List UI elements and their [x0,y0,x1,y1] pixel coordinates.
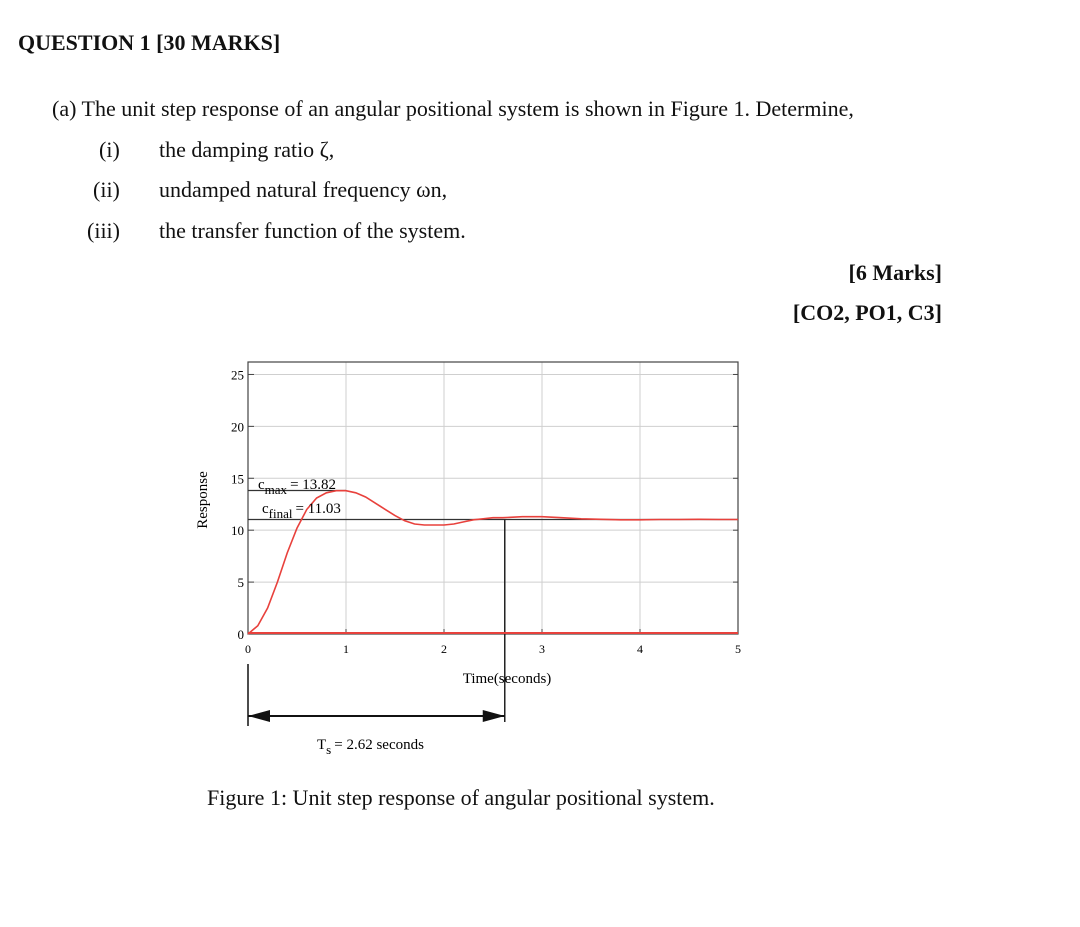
ts-subscript: s [326,742,332,757]
ts-arrow-left-head [248,710,270,722]
figure-caption: Figure 1: Unit step response of angular positional system. [207,785,715,810]
ts-symbol: T [317,737,327,753]
subpart-2-text: undamped natural frequency ωn, [159,177,448,202]
subpart-2-number: (ii) [93,177,120,202]
cmax-value: = 13.82 [290,477,337,493]
x-axis-label: Time(seconds) [462,671,552,687]
x-tick-label: 3 [539,642,545,656]
subpart-3-number: (iii) [87,218,120,243]
y-axis-label: Response [195,471,211,529]
question-heading: QUESTION 1 [30 MARKS] [18,30,281,55]
y-tick-label: 0 [237,627,244,642]
x-tick-label: 2 [441,642,447,656]
part-a-text: (a) The unit step response of an angular positional system is shown in Figure 1. Determine, [52,96,854,121]
subpart-3-text: the transfer function of the system. [159,218,466,243]
outcomes-label: [CO2, PO1, C3] [792,300,942,325]
marks-label: [6 Marks] [848,260,942,285]
x-tick-label: 5 [735,642,741,656]
y-tick-label: 5 [237,575,244,591]
subpart-1-text: the damping ratio ζ, [159,137,335,162]
ts-annotation [317,737,424,757]
subpart-1-number: (i) [99,137,120,162]
cmax-subscript: max [264,482,288,497]
y-tick-label: 20 [231,419,244,435]
plot-frame [248,362,738,634]
ts-value: = 2.62 seconds [334,737,424,753]
x-tick-label: 0 [245,642,251,656]
y-tick-label: 10 [231,523,244,539]
cfinal-value: = 11.03 [295,501,341,517]
x-tick-label: 4 [637,642,643,656]
cmax-symbol: c [258,477,265,493]
grid-layer [248,362,738,634]
guides-layer [248,491,738,722]
x-tick-label: 1 [343,642,349,656]
cfinal-subscript: final [268,506,293,521]
y-tick-label: 25 [231,367,244,383]
ts-arrow-right-head [483,710,505,722]
y-tick-label: 15 [231,471,244,487]
cfinal-symbol: c [262,501,269,517]
